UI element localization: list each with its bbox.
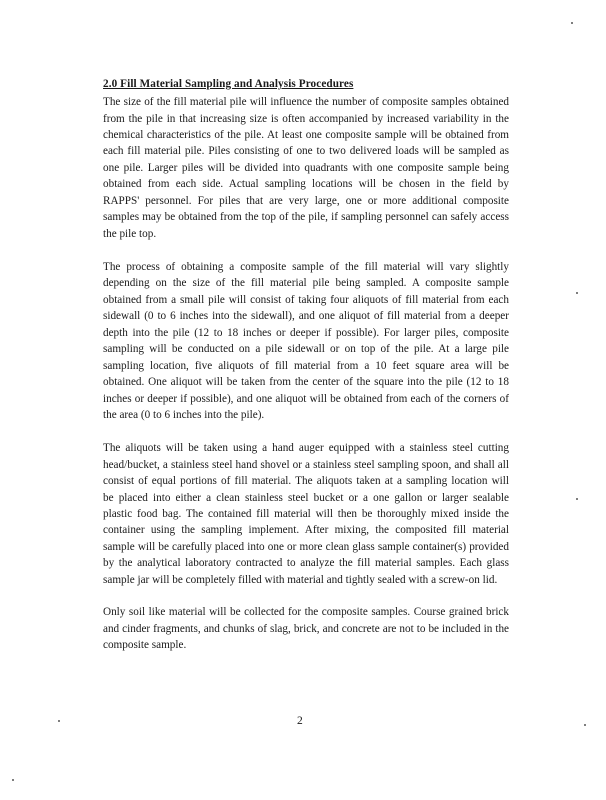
text-line: consist of equal portions of fill material. The aliquots taken at a sampling location will (103, 475, 509, 487)
text-line: sampling will be conducted on a pile sidewall or on top of the pile. At a large pile (103, 343, 509, 355)
text-line: RAPPS' personnel. For piles that are very large, one or more additional composite (103, 195, 509, 207)
scan-speck (576, 498, 578, 500)
text-line: obtained from each side. Actual sampling locations will be chosen in the field by (103, 178, 509, 190)
text-line: and cinder fragments, and chunks of slag, brick, and concrete are not to be included in the (103, 623, 509, 635)
text-line: chemical characteristics of the pile. At least one composite sample will be obtained from (103, 129, 509, 141)
text-line: obtained. One aliquot will be taken from the center of the square into the pile (12 to 18 (103, 376, 509, 388)
text-line: composite sample. (103, 639, 187, 651)
page-number: 2 (297, 715, 303, 727)
text-line: container using the sampling implement. After mixing, the composited fill material (103, 524, 509, 536)
text-line: obtained from a small pile will consist of taking four aliquots of fill material from each (103, 294, 509, 306)
text-line: sample jar will be completely filled with material and tightly sealed with a screw-on lid. (103, 574, 498, 586)
text-line: the pile top. (103, 228, 157, 240)
text-line: by the analytical laboratory contracted to analyze the fill material samples. Each glass (103, 557, 509, 569)
text-line: head/bucket, a stainless steel hand shovel or a stainless steel sampling spoon, and shall all (103, 459, 509, 471)
scan-speck (58, 720, 60, 722)
text-line: The size of the fill material pile will influence the number of composite samples obtained (103, 96, 509, 108)
scan-speck (571, 22, 573, 24)
text-line: from the pile in that increasing size is often accompanied by increased variability in the (103, 113, 509, 125)
text-line: samples may be obtained from the top of the pile, if sampling personnel can safely access (103, 211, 509, 223)
text-line: one pile. Larger piles will be divided into quadrants with one composite sample being (103, 162, 509, 174)
scan-speck (12, 779, 14, 781)
text-line: sample will be carefully placed into one or more clean glass sample container(s) provided (103, 541, 509, 553)
text-line: Only soil like material will be collected for the composite samples. Course grained brick (103, 606, 509, 618)
text-line: inches or deeper if possible), and one aliquot will be obtained from each of the corners of (103, 393, 509, 405)
text-line: each fill material pile. Piles consisting of one to two delivered loads will be sampled as (103, 145, 509, 157)
text-line: the area (0 to 6 inches into the pile). (103, 409, 265, 421)
text-line: sidewall (0 to 6 inches into the sidewall), and one aliquot of fill material from a deeper (103, 310, 509, 322)
text-line: depth into the pile (12 to 18 inches or deeper if possible). For larger piles, composite (103, 327, 509, 339)
scan-speck (576, 292, 578, 294)
scan-speck (584, 724, 586, 726)
section-heading: 2.0 Fill Material Sampling and Analysis Procedures (103, 78, 354, 90)
text-line: sampling location, five aliquots of fill material from a 10 feet square area will be (103, 360, 509, 372)
text-line: plastic food bag. The contained fill material will then be thoroughly mixed inside the (103, 508, 509, 520)
text-line: The aliquots will be taken using a hand auger equipped with a stainless steel cutting (103, 442, 509, 454)
text-line: depending on the size of the fill material pile being sampled. A composite sample (103, 277, 509, 289)
text-line: The process of obtaining a composite sample of the fill material will vary slightly (103, 261, 509, 273)
text-line: be placed into either a clean stainless steel bucket or a one gallon or larger sealable (103, 492, 509, 504)
